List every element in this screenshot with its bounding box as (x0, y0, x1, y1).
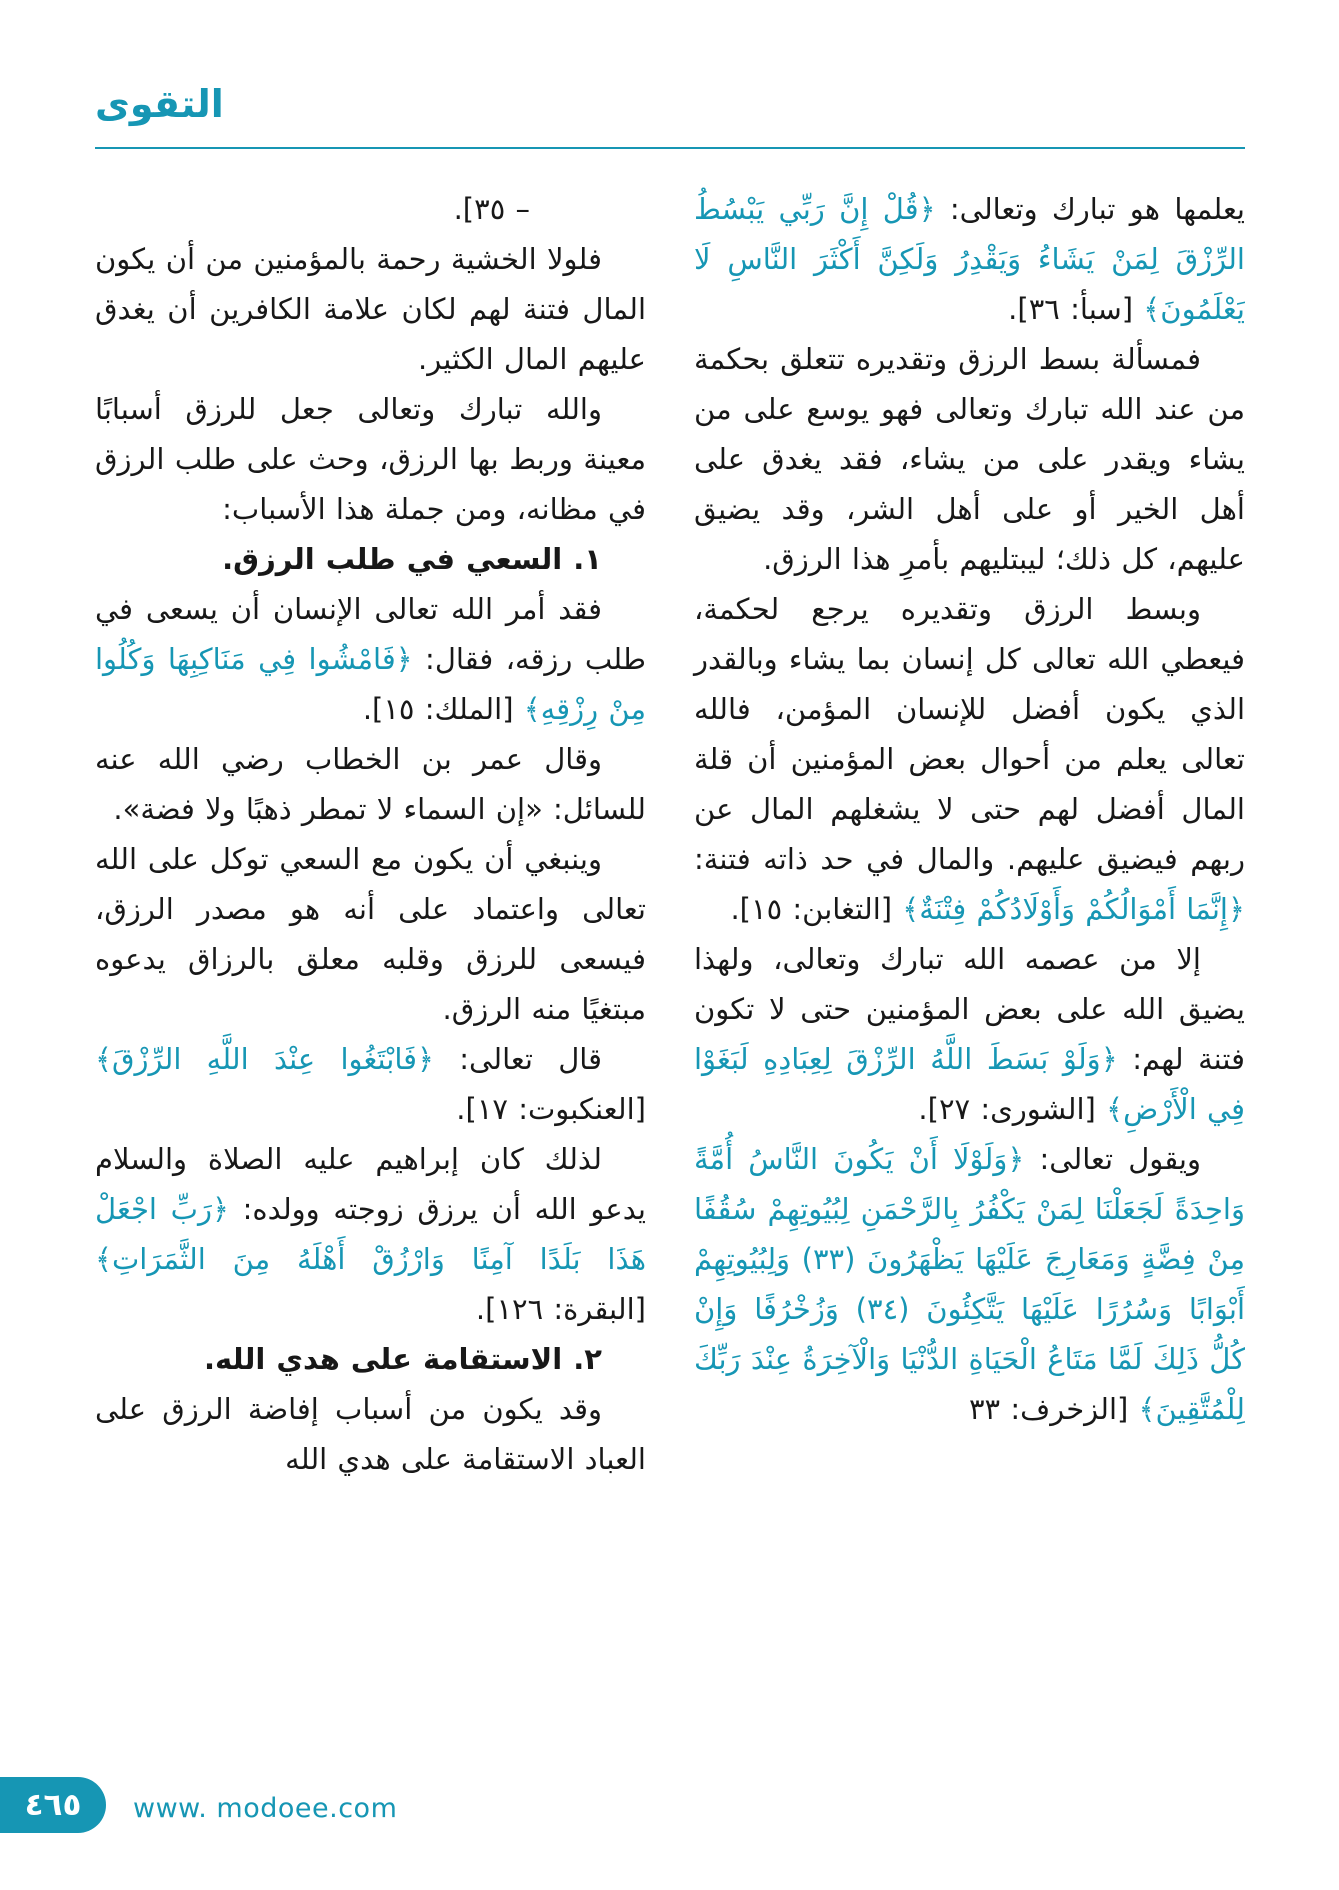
verse-reference: [البقرة: ١٢٦]. (475, 1292, 646, 1326)
header-divider (95, 147, 1245, 149)
quran-verse: ﴿وَلَوْ بَسَطَ اللَّهُ الرِّزْقَ لِعِبَادِهِ لَبَغَوْا فِي الْأَرْضِ﴾ (694, 1042, 1245, 1126)
section-heading (95, 1334, 646, 1384)
quran-verse: ﴿فَامْشُوا فِي مَنَاكِبِهَا وَكُلُوا مِنْ رِزْقِهِ﴾ (95, 642, 646, 726)
body-text: قال تعالى: (434, 1042, 602, 1076)
website-url: www. modoee.com (133, 1793, 398, 1824)
page-number: ٤٦٥ (24, 1786, 82, 1823)
paragraph (95, 1034, 646, 1134)
verse-reference: [سبأ: ٣٦]. (1008, 292, 1144, 326)
paragraph (694, 334, 1245, 584)
paragraph (694, 934, 1245, 1134)
column-left (95, 184, 646, 1750)
verse-reference: [الملك: ١٥]. (362, 692, 524, 726)
paragraph (95, 184, 646, 234)
body-text: وبسط الرزق وتقديره يرجع لحكمة، فيعطي الله تعالى كل إنسان بما يشاء وبالقدر الذي يكون أفضل للإنسان المؤمن، فالله تعالى يعلم من أحوال بعض المؤمنين أن قلة المال أفضل لهم حتى لا يشغلهم المال عن ربهم فيضيق عليهم. والمال في حد ذاته فتنة: (694, 592, 1245, 876)
quran-verse: ﴿فَابْتَغُوا عِنْدَ اللَّهِ الرِّزْقَ﴾ (95, 1042, 435, 1076)
body-text: إلا من عصمه الله تبارك وتعالى، ولهذا يضيق الله على بعض المؤمنين حتى لا تكون فتنة لهم: (694, 942, 1245, 1076)
paragraph (95, 584, 646, 734)
page-number-badge (0, 1777, 106, 1833)
body-text: وقال عمر بن الخطاب رضي الله عنه للسائل: «إن السماء لا تمطر ذهبًا ولا فضة». (95, 742, 646, 826)
verse-reference: [الزخرف: ٣٣ (968, 1392, 1139, 1426)
quran-verse: ﴿رَبِّ اجْعَلْ هَذَا بَلَدًا آمِنًا وَارْزُقْ أَهْلَهُ مِنَ الثَّمَرَاتِ﴾ (95, 1192, 646, 1276)
verse-reference: [الشورى: ٢٧]. (918, 1092, 1107, 1126)
paragraph (95, 384, 646, 534)
column-right (694, 184, 1245, 1750)
quran-verse: ﴿وَلَوْلَا أَنْ يَكُونَ النَّاسُ أُمَّةً وَاحِدَةً لَجَعَلْنَا لِمَنْ يَكْفُرُ بِالرَّحْمَنِ لِبُيُوتِهِمْ سُقُفًا مِنْ فِضَّةٍ وَمَعَارِجَ عَلَيْهَا يَظْهَرُونَ (٣٣) وَلِبُيُوتِهِمْ أَبْوَابًا وَسُرُرًا عَلَيْهَا يَتَّكِئُونَ (٣٤) وَزُخْرُفًا وَإِنْ كُلُّ ذَلِكَ لَمَّا مَتَاعُ الْحَيَاةِ الدُّنْيَا وَالْآخِرَةُ عِنْدَ رَبِّكَ لِلْمُتَّقِينَ﴾ (694, 1142, 1245, 1426)
body-text: لذلك كان إبراهيم عليه الصلاة والسلام يدعو الله أن يرزق زوجته وولده: (95, 1142, 646, 1226)
paragraph (95, 1384, 646, 1484)
body-text: يعلمها هو تبارك وتعالى: (935, 192, 1245, 226)
quran-verse: ﴿إِنَّمَا أَمْوَالُكُمْ وَأَوْلَادُكُمْ فِتْنَةٌ﴾ (902, 892, 1245, 926)
body-text: فمسألة بسط الرزق وتقديره تتعلق بحكمة من عند الله تبارك وتعالى فهو يوسع على من يشاء ويقدر على من يشاء، فقد يغدق على أهل الخير أو على أهل الشر، وقد يضيق عليهم، كل ذلك؛ ليبتليهم بأمرِ هذا الرزق. (694, 342, 1245, 576)
page-header-title: التقوى (95, 82, 224, 126)
verse-reference: – ٣٥]. (453, 192, 530, 226)
page-content (95, 184, 1245, 1750)
quran-verse: ﴿قُلْ إِنَّ رَبِّي يَبْسُطُ الرِّزْقَ لِمَنْ يَشَاءُ وَيَقْدِرُ وَلَكِنَّ أَكْثَرَ النَّاسِ لَا يَعْلَمُونَ﴾ (694, 192, 1245, 326)
paragraph (95, 1134, 646, 1334)
body-text: وينبغي أن يكون مع السعي توكل على الله تعالى واعتماد على أنه هو مصدر الرزق، فيسعى للرزق وقلبه معلق بالرزاق يدعوه مبتغيًا منه الرزق. (95, 842, 646, 1026)
verse-reference: [العنكبوت: ١٧]. (456, 1092, 646, 1126)
body-text: ويقول تعالى: (1024, 1142, 1201, 1176)
body-text: ١. السعي في طلب الرزق. (222, 542, 602, 576)
section-heading (95, 534, 646, 584)
paragraph (694, 584, 1245, 934)
body-text: فقد أمر الله تعالى الإنسان أن يسعى في طلب رزقه، فقال: (95, 592, 646, 676)
paragraph (694, 184, 1245, 334)
paragraph (95, 734, 646, 834)
paragraph (95, 234, 646, 384)
body-text: ٢. الاستقامة على هدي الله. (204, 1342, 602, 1376)
paragraph (95, 834, 646, 1034)
body-text: والله تبارك وتعالى جعل للرزق أسبابًا معينة وربط بها الرزق، وحث على طلب الرزق في مظانه، ومن جملة هذا الأسباب: (95, 392, 646, 526)
verse-reference: [التغابن: ١٥]. (730, 892, 903, 926)
paragraph (694, 1134, 1245, 1434)
body-text: فلولا الخشية رحمة بالمؤمنين من أن يكون المال فتنة لهم لكان علامة الكافرين أن يغدق عليهم المال الكثير. (95, 242, 646, 376)
body-text: وقد يكون من أسباب إفاضة الرزق على العباد الاستقامة على هدي الله (95, 1392, 646, 1476)
